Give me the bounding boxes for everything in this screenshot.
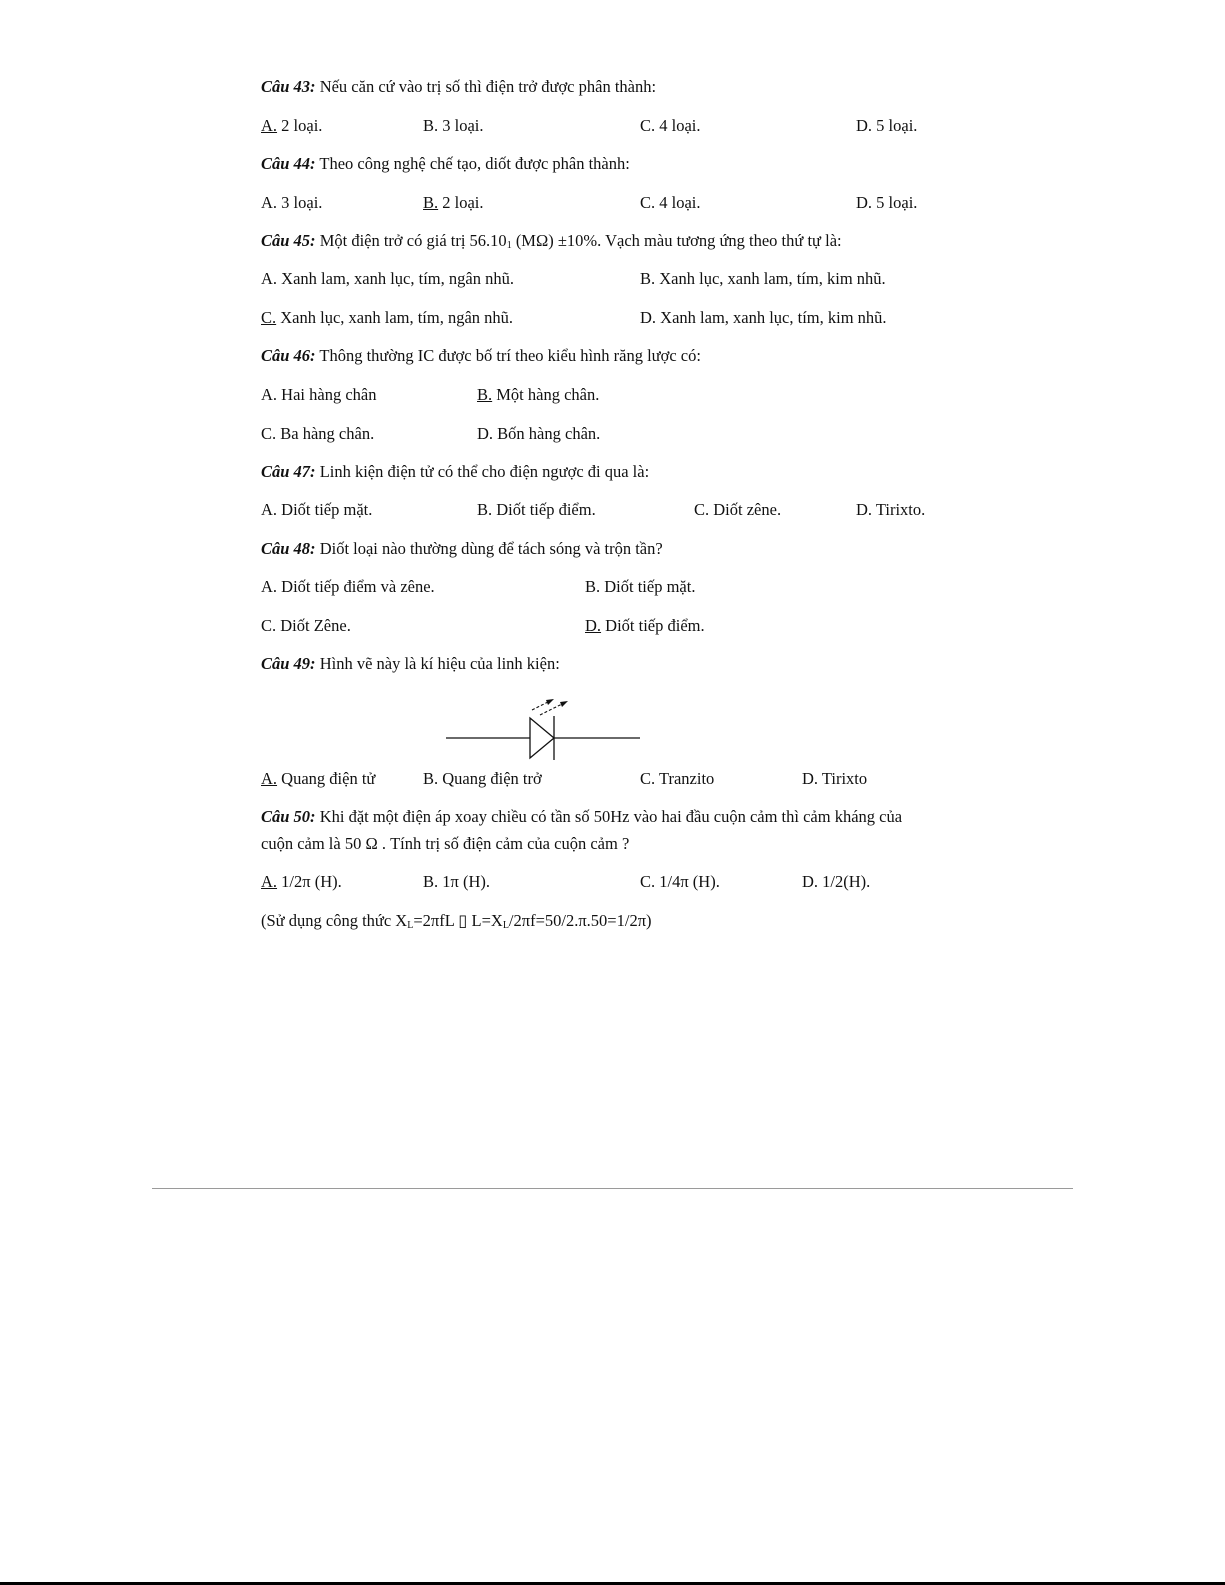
option-letter: B. xyxy=(423,769,439,788)
option-a xyxy=(261,385,376,405)
photodiode-symbol xyxy=(446,690,642,760)
option-letter: A. xyxy=(261,193,278,212)
option-letter: A. xyxy=(261,269,278,288)
option-letter: A. xyxy=(261,116,278,135)
option-letter: A. xyxy=(261,385,278,404)
option-letter: C. xyxy=(261,308,277,327)
question-49 xyxy=(261,654,560,674)
option-d xyxy=(856,500,925,520)
option-text: 4 loại. xyxy=(655,193,701,212)
option-text: Tirixto. xyxy=(872,500,926,519)
option-text: 1/2(H). xyxy=(818,872,871,891)
question-label: Câu 47: xyxy=(261,462,316,481)
question-45 xyxy=(261,231,842,256)
option-text: 1/4π (H). xyxy=(655,872,720,891)
option-c xyxy=(640,769,714,789)
option-b xyxy=(477,500,596,520)
option-text: 1π (H). xyxy=(438,872,491,891)
formula-note xyxy=(261,911,652,936)
option-letter: D. xyxy=(856,116,873,135)
question-text: Thông thường IC được bố trí theo kiểu hình răng lược có: xyxy=(315,346,701,365)
option-letter: A. xyxy=(261,500,278,519)
question-text: Một điện trở có giá trị 56.10 xyxy=(315,231,507,250)
question-text: Hình vẽ này là kí hiệu của linh kiện: xyxy=(315,654,560,673)
option-letter: B. xyxy=(423,193,439,212)
question-label: Câu 43: xyxy=(261,77,316,96)
option-d xyxy=(856,116,917,136)
option-d xyxy=(802,769,867,789)
option-text: Ba hàng chân. xyxy=(276,424,375,443)
option-letter: B. xyxy=(423,116,439,135)
option-letter: A. xyxy=(261,769,278,788)
question-text: Theo công nghệ chế tạo, diốt được phân thành: xyxy=(315,154,630,173)
option-text: Diốt tiếp điểm. xyxy=(601,616,705,635)
option-letter: D. xyxy=(640,308,657,327)
question-43 xyxy=(261,77,656,97)
option-d xyxy=(585,616,705,636)
option-letter: B. xyxy=(477,500,493,519)
option-text: Diốt tiếp mặt. xyxy=(600,577,696,596)
option-b xyxy=(423,769,542,789)
option-b xyxy=(423,872,490,892)
question-label: Câu 48: xyxy=(261,539,316,558)
option-a xyxy=(261,872,342,892)
option-text: Diốt zêne. xyxy=(709,500,782,519)
question-47 xyxy=(261,462,649,482)
option-text: 5 loại. xyxy=(872,116,918,135)
question-text-cont: cuộn cảm là 50 Ω . Tính trị số điện cảm của cuộn cảm ? xyxy=(261,834,630,853)
note-text: /2πf=50/2.π.50=1/2π) xyxy=(508,911,652,930)
light-arrows-icon xyxy=(532,699,568,715)
option-letter: B. xyxy=(423,872,439,891)
option-text: Hai hàng chân xyxy=(277,385,377,404)
option-text: Diốt tiếp mặt. xyxy=(277,500,373,519)
option-d xyxy=(477,424,600,444)
option-text: Xanh lam, xanh lục, tím, ngân nhũ. xyxy=(277,269,514,288)
question-text: Linh kiện điện tử có thể cho điện ngược đi qua là: xyxy=(315,462,650,481)
option-letter: D. xyxy=(802,872,819,891)
option-letter: C. xyxy=(640,872,656,891)
option-b xyxy=(423,193,484,213)
option-d xyxy=(640,308,887,328)
question-label: Câu 44: xyxy=(261,154,316,173)
option-letter: C. xyxy=(694,500,710,519)
question-label: Câu 46: xyxy=(261,346,316,365)
question-44 xyxy=(261,154,630,174)
question-50-line2 xyxy=(261,834,629,854)
question-text: Nếu căn cứ vào trị số thì điện trở được phân thành: xyxy=(315,77,657,96)
option-text: 1/2π (H). xyxy=(277,872,342,891)
option-letter: D. xyxy=(856,193,873,212)
option-letter: B. xyxy=(640,269,656,288)
option-letter: C. xyxy=(640,116,656,135)
option-c xyxy=(261,424,374,444)
option-b xyxy=(585,577,695,597)
option-letter: D. xyxy=(477,424,494,443)
option-text: 3 loại. xyxy=(438,116,484,135)
question-50 xyxy=(261,807,902,827)
question-label: Câu 50: xyxy=(261,807,316,826)
option-text: Diốt tiếp điểm. xyxy=(492,500,596,519)
option-c xyxy=(694,500,781,520)
option-c xyxy=(640,872,720,892)
option-text: 3 loại. xyxy=(277,193,323,212)
option-text: Diốt Zêne. xyxy=(276,616,351,635)
option-letter: C. xyxy=(261,424,277,443)
footer-divider xyxy=(152,1188,1073,1189)
note-subscript: L xyxy=(407,920,414,931)
option-text: Xanh lam, xanh lục, tím, kim nhũ. xyxy=(656,308,887,327)
option-letter: C. xyxy=(640,193,656,212)
option-letter: A. xyxy=(261,872,278,891)
option-letter: D. xyxy=(585,616,602,635)
question-text: Diốt loại nào thường dùng để tách sóng và trộn tần? xyxy=(315,539,663,558)
option-text: Một hàng chân. xyxy=(492,385,600,404)
option-d xyxy=(856,193,917,213)
option-text: Tranzito xyxy=(655,769,715,788)
option-letter: D. xyxy=(856,500,873,519)
option-a xyxy=(261,577,435,597)
option-a xyxy=(261,116,322,136)
option-text: Diốt tiếp điểm và zêne. xyxy=(277,577,435,596)
question-label: Câu 49: xyxy=(261,654,316,673)
question-text: Khi đặt một điện áp xoay chiều có tần số 50Hz vào hai đầu cuộn cảm thì cảm kháng của xyxy=(315,807,903,826)
option-d xyxy=(802,872,870,892)
option-a xyxy=(261,193,322,213)
option-text: 2 loại. xyxy=(277,116,323,135)
option-letter: A. xyxy=(261,577,278,596)
option-text: Tirixto xyxy=(818,769,868,788)
option-text: Xanh lục, xanh lam, tím, kim nhũ. xyxy=(655,269,886,288)
note-subscript: L xyxy=(502,920,509,931)
option-text: 2 loại. xyxy=(438,193,484,212)
option-c xyxy=(261,308,513,328)
question-text-cont: (MΩ) ±10%. Vạch màu tương ứng theo thứ tự là: xyxy=(511,231,842,250)
option-c xyxy=(640,116,701,136)
exponent: 1 xyxy=(506,240,512,251)
option-b xyxy=(640,269,886,289)
option-text: Bốn hàng chân. xyxy=(493,424,601,443)
option-b xyxy=(477,385,599,405)
option-a xyxy=(261,269,514,289)
option-c xyxy=(261,616,351,636)
option-a xyxy=(261,769,375,789)
note-text: =2πfL ▯ L=X xyxy=(413,911,503,930)
option-text: Quang điện trở xyxy=(438,769,542,788)
option-b xyxy=(423,116,484,136)
option-letter: B. xyxy=(477,385,493,404)
option-letter: D. xyxy=(802,769,819,788)
option-letter: B. xyxy=(585,577,601,596)
option-c xyxy=(640,193,701,213)
option-letter: C. xyxy=(261,616,277,635)
question-48 xyxy=(261,539,663,559)
option-a xyxy=(261,500,372,520)
option-letter: C. xyxy=(640,769,656,788)
question-46 xyxy=(261,346,701,366)
question-label: Câu 45: xyxy=(261,231,316,250)
option-text: Quang điện tử xyxy=(277,769,376,788)
option-text: Xanh lục, xanh lam, tím, ngân nhũ. xyxy=(276,308,514,327)
diode-triangle xyxy=(530,718,554,758)
note-text: (Sử dụng công thức X xyxy=(261,911,408,930)
option-text: 5 loại. xyxy=(872,193,918,212)
option-text: 4 loại. xyxy=(655,116,701,135)
